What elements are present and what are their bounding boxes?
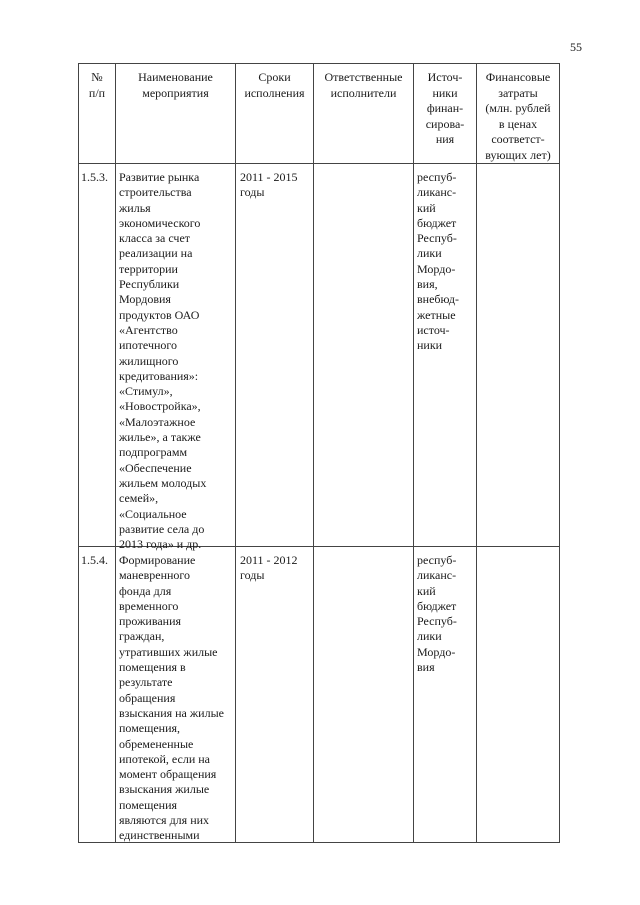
header-name: Наименование мероприятия: [138, 70, 213, 100]
row-1-name: Развитие рынка строительства жилья экономического класса за счет реализации на территории Республики Мордовия продуктов ОАО «Агентство ипотечного жилищного кредитования»: «Стимул», «Новостройка», «Малоэтажное жилье», а также подпрограмм «Обеспечение жильем молодых семей», «Социальное развитие села до 2013 года» и др.: [119, 170, 207, 552]
table-border-top: [78, 63, 560, 64]
header-executors: Ответственные исполнители: [324, 70, 403, 100]
col-line-1: [115, 63, 116, 843]
col-line-0: [78, 63, 79, 843]
col-line-5: [476, 63, 477, 843]
row-1-num: 1.5.3.: [81, 170, 108, 184]
col-line-6: [559, 63, 560, 843]
header-num: № п/п: [88, 70, 106, 100]
row-2-sources: респуб- ликанс- кий бюджет Респуб- лики Мордо- вия: [417, 553, 457, 675]
col-line-3: [313, 63, 314, 843]
row-2-terms: 2011 - 2012 годы: [240, 553, 298, 583]
header-terms: Сроки исполнения: [244, 70, 305, 100]
row-2-name: Формирование маневренного фонда для временного проживания граждан, утративших жилые помещения в результате обращения взыскания на жилые помещения, обремененные ипотекой, если на момент обращения взыскания жилые помещения являются для них единственными: [119, 553, 224, 843]
col-line-2: [235, 63, 236, 843]
row-2-num: 1.5.4.: [81, 553, 108, 567]
row-1-terms: 2011 - 2015 годы: [240, 170, 298, 200]
col-line-4: [413, 63, 414, 843]
page-number: 55: [570, 40, 582, 54]
header-costs: Финансовые затраты (млн. рублей в ценах соответст- вующих лет): [485, 70, 551, 162]
header-sources: Источ- ники финан- сирова- ния: [425, 70, 465, 147]
row-1-sources: респуб- ликанс- кий бюджет Респуб- лики Мордо- вия, внебюд- жетные источ- ники: [417, 170, 459, 353]
